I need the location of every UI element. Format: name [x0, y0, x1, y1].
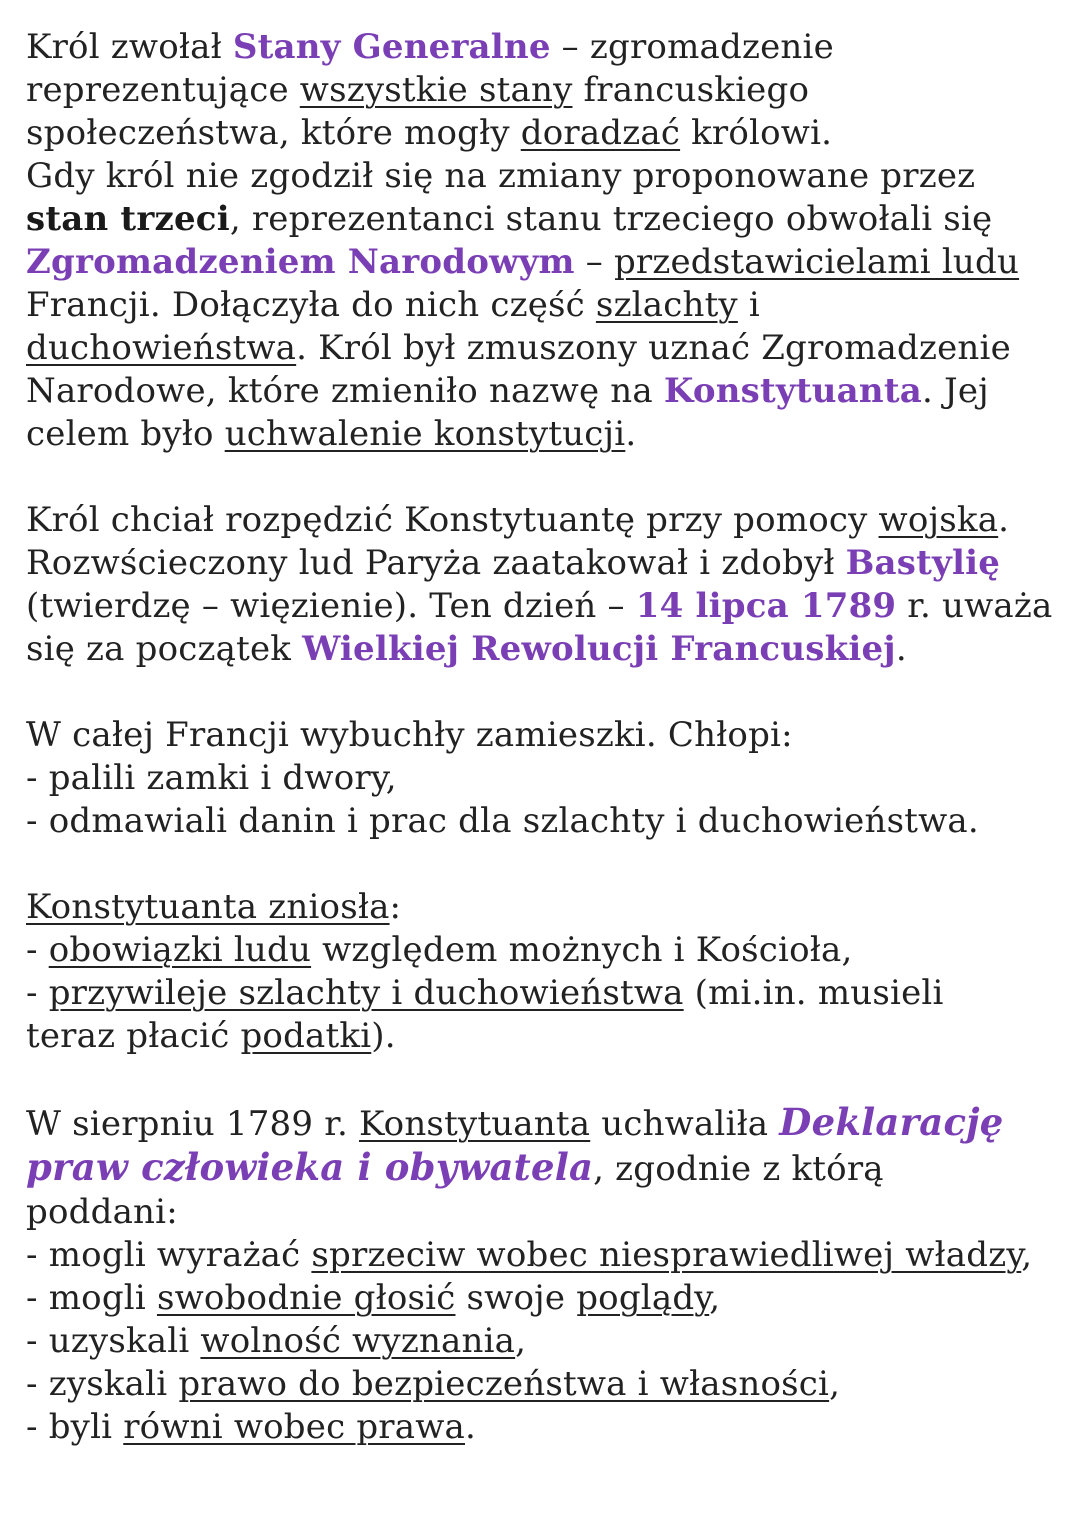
text: ,: [1021, 1235, 1033, 1275]
text: i: [737, 285, 760, 325]
text: zyskali: [48, 1364, 179, 1404]
text: – zgromadzenie: [550, 27, 834, 67]
text: .: [895, 629, 907, 669]
text: Rozwścieczony lud Paryża zaatakował i zdobył: [26, 543, 846, 583]
underlined-heading: Konstytuanta zniosła: [26, 887, 390, 927]
text: (mi.in. musieli: [683, 973, 944, 1013]
text-line: [26, 585, 1066, 628]
text-line: W całej Francji wybuchły zamieszki. Chłopi:: [26, 715, 793, 755]
paragraph-riots: [26, 714, 1066, 843]
text: celem było: [26, 414, 225, 454]
text-line: [26, 499, 1066, 542]
text: –: [574, 242, 614, 282]
text: reprezentujące: [26, 70, 300, 110]
text-line: [26, 1101, 1066, 1146]
list-item: - palili zamki i dwory,: [26, 758, 397, 798]
text: .: [465, 1407, 477, 1447]
text: społeczeństwa, które mogły: [26, 113, 521, 153]
underlined-term: obowiązki ludu: [48, 930, 312, 970]
text-line: [26, 69, 1066, 112]
document-page: [26, 26, 1066, 1449]
underlined-term: doradzać: [520, 113, 681, 153]
text: się za początek: [26, 629, 303, 669]
text-line: [26, 1146, 1066, 1191]
text: . Król był zmuszony uznać Zgromadzenie: [296, 328, 1011, 368]
text: , zgodnie z którą: [593, 1149, 884, 1189]
text: Narodowe, które zmieniło nazwę na: [26, 371, 664, 411]
text-line: [26, 26, 1066, 69]
paragraph-gap: [26, 671, 1066, 714]
text: -: [26, 1321, 49, 1361]
underlined-term: sprzeciw wobec niesprawiedliwej władzy: [311, 1235, 1022, 1275]
paragraph-declaration: [26, 1101, 1066, 1449]
list-item: [26, 1320, 1066, 1363]
paragraph-estates-general: [26, 26, 1066, 456]
keyword-revolution: Wielkiej Rewolucji Francuskiej: [302, 629, 896, 669]
underlined-term: równi wobec prawa: [123, 1407, 466, 1447]
underlined-term: swobodnie głosić: [156, 1278, 456, 1318]
list-item: [26, 1406, 1066, 1449]
underlined-term: uchwalenie konstytucji: [224, 414, 626, 454]
text-line: [26, 155, 1066, 198]
text: mogli: [48, 1278, 157, 1318]
text-line: [26, 886, 1066, 929]
paragraph-gap: [26, 843, 1066, 886]
text: względem możnych i Kościoła,: [311, 930, 853, 970]
text-line: [26, 1015, 1066, 1058]
paragraph-abolished: [26, 886, 1066, 1058]
text: , reprezentanci stanu trzeciego obwołali się: [229, 199, 993, 239]
text: r. uważa: [896, 586, 1053, 626]
underlined-term: podatki: [240, 1016, 372, 1056]
text-line: [26, 241, 1066, 284]
text: Król chciał rozpędzić Konstytuantę przy pomocy: [26, 500, 879, 540]
keyword-bastylia: Bastylię: [845, 543, 1001, 583]
text: -: [26, 1235, 49, 1275]
text: ,: [829, 1364, 841, 1404]
text-line: [26, 628, 1066, 671]
text-line: [26, 542, 1066, 585]
text: (twierdzę – więzienie). Ten dzień –: [26, 586, 636, 626]
keyword-konstytuanta: Konstytuanta: [663, 371, 922, 411]
text: teraz płacić: [26, 1016, 241, 1056]
text: Francji. Dołączyła do nich część: [26, 285, 596, 325]
text: :: [389, 887, 402, 927]
keyword-praw-czlowieka: praw człowieka i obywatela: [26, 1145, 594, 1189]
text: .: [625, 414, 637, 454]
text: swoje: [455, 1278, 577, 1318]
underlined-term: wojska: [878, 500, 999, 540]
underlined-term: prawo do bezpieczeństwa i własności: [178, 1364, 830, 1404]
text: ,: [515, 1321, 527, 1361]
list-item: [26, 1277, 1066, 1320]
text: ,: [709, 1278, 721, 1318]
list-item: [26, 1234, 1066, 1277]
keyword-deklaracja: Deklarację: [779, 1100, 1004, 1144]
underlined-term: poglądy: [576, 1278, 710, 1318]
text-line: [26, 370, 1066, 413]
text: -: [26, 1407, 49, 1447]
text-line: [26, 198, 1066, 241]
text: królowi.: [680, 113, 833, 153]
paragraph-gap: [26, 456, 1066, 499]
underlined-term: szlachty: [595, 285, 738, 325]
text: -: [26, 1364, 49, 1404]
bold-term-stan-trzeci: stan trzeci: [26, 199, 230, 239]
list-item: [26, 1363, 1066, 1406]
underlined-term: przedstawicielami ludu: [613, 242, 1020, 282]
text-line: [26, 327, 1066, 370]
list-item: - odmawiali danin i prac dla szlachty i duchowieństwa.: [26, 801, 979, 841]
text: uzyskali: [48, 1321, 201, 1361]
text: . Jej: [921, 371, 989, 411]
keyword-stany-generalne: Stany Generalne: [232, 27, 551, 67]
paragraph-gap: [26, 1058, 1066, 1101]
keyword-date: 14 lipca 1789: [635, 586, 897, 626]
underlined-term: wolność wyznania: [200, 1321, 516, 1361]
text: ).: [371, 1016, 396, 1056]
text: .: [998, 500, 1010, 540]
text-line: [26, 112, 1066, 155]
underlined-term: wszystkie stany: [299, 70, 573, 110]
text: Król zwołał: [26, 27, 233, 67]
underlined-term: duchowieństwa: [26, 328, 297, 368]
paragraph-bastille: [26, 499, 1066, 671]
text: -: [26, 973, 49, 1013]
text-line: [26, 284, 1066, 327]
list-item: [26, 929, 1066, 972]
text: -: [26, 1278, 49, 1318]
text: mogli wyrażać: [48, 1235, 312, 1275]
text-line: poddani:: [26, 1192, 178, 1232]
underlined-term: przywileje szlachty i duchowieństwa: [48, 973, 684, 1013]
list-item: [26, 972, 1066, 1015]
underlined-term: Konstytuanta: [358, 1104, 591, 1144]
text: W sierpniu 1789 r.: [26, 1104, 359, 1144]
text: byli: [48, 1407, 124, 1447]
keyword-zgromadzenie-narodowe: Zgromadzeniem Narodowym: [26, 242, 575, 282]
text: uchwaliła: [590, 1104, 780, 1144]
text: Gdy król nie zgodził się na zmiany proponowane przez: [26, 156, 976, 196]
text: francuskiego: [572, 70, 810, 110]
text: -: [26, 930, 49, 970]
text-line: [26, 413, 1066, 456]
